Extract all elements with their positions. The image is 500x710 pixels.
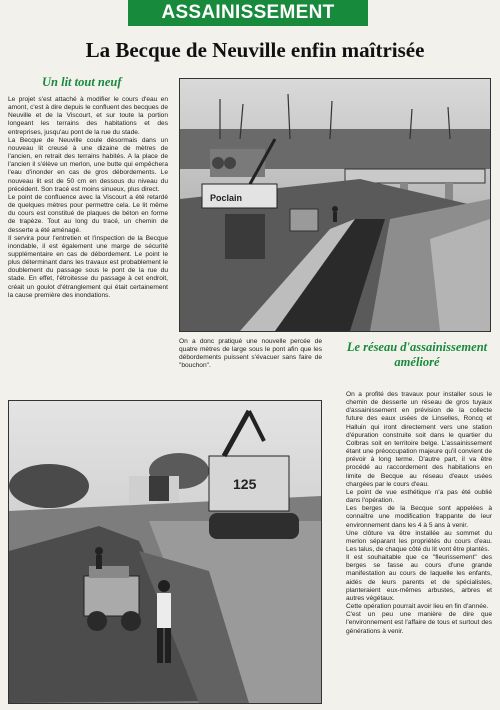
paragraph: Le projet s'est attaché à modifier le cours d'eau en amont, c'est à dire depuis le confluent des becques de Neuville et de la Viscourt, et sur toute la portion longeant les terrains des habitations et des entreprises, jusqu'au pont de la rue du stade. [8,96,168,136]
paragraph: On a profité des travaux pour installer sous le chemin de desserte un réseau de gros tuyaux d'assainissement en prévision de la collecte future des eaux usées de Linselles, Roncq et Halluin qui iront directement vers une station d'épuration construite soit dans le quartier du Colbras soit en territoire belge. L'assainissement étant une préoccupation majeure qu'il convient de prévoir à long terme. D'autre part, il va être procédé au raccordement des habitations en limite de Becque au réseau d'eaux usées chargées par le cours d'eau. [346,391,492,488]
paragraph: Il servira pour l'entretien et l'inspection de la Becque inondable, il est également une marge de sécurité supplémentaire en cas de débordement. Le point le plus déterminant dans les travaux est probablement le doublement du passage sous le pont de la rue du stade. En effet, l'étroitesse du passage à cet endroit, créait un goulot d'étranglement qui était certainement la cause première des inondations. [8,234,168,299]
photo-bridge-construction [179,78,491,332]
section-banner: ASSAINISSEMENT [128,0,368,26]
paragraph: Il est souhaitable que ce "fleurissement" des berges se fasse au cours d'une grande manifestation au cours de laquelle les enfants, aidés de leurs parents et de spécialistes, planteraient eux-mêmes arbustes, arbres et autres végétaux. [346,554,492,602]
section-title-reseau [342,340,492,370]
section-title-line: amélioré [394,355,440,369]
section-title-lit: Un lit tout neuf [42,75,122,89]
paragraph: La Becque de Neuville coule désormais dans un nouveau lit creusé à une dizaine de mètres de l'ancien, en retrait des terrains habités. A la place de l'ancien il s'élève un merlon, une butte qui empêchera l'eau d'inonder en cas de gros débordements. Le nouveau lit est de 50 cm en dessous du niveau du précédent. Son tracé est moins sinueux, plus direct. [8,136,168,193]
paragraph: Cette opération pourrait avoir lieu en fin d'année. [346,603,489,611]
paragraph: Le point de vue esthétique n'a pas été oublié dans l'opération. [346,488,492,505]
photo-caption: On a donc pratiqué une nouvelle percée de quatre mètres de large sous le pont afin que les débordements puissent s'évacuer sans faire de "bouchon". [179,338,322,370]
article-body-left [8,96,168,300]
paragraph: Une clôture va être installée au sommet du merlon séparant les propriétés du cours d'eau. Les talus, de chaque côté du lit vont être plantés. [346,529,492,553]
paragraph: Les berges de la Becque sont appelées à connaître une modification frappante de leur environnement dans les 4 à 5 ans à venir. [346,505,492,529]
machine-label: 125 [233,476,257,492]
section-title-line: Le réseau d'assainissement [346,340,488,354]
machine-label: Poclain [210,193,243,203]
article-body-right [346,391,492,636]
paragraph: Le point de confluence avec la Viscourt a été retardé de quelques mètres pour permettre cela. Le lit même du cours est constitué de plaques de béton en forme de trapèze. Tout au long du tracé, un chemin de desserte a été aménagé. [8,193,168,234]
photo-excavation [8,400,322,704]
paragraph: C'est un peu une manière de dire que l'environnement est l'affaire de tous et surtout des générations à venir. [346,611,492,635]
article-headline: La Becque de Neuville enfin maîtrisée [85,38,425,62]
